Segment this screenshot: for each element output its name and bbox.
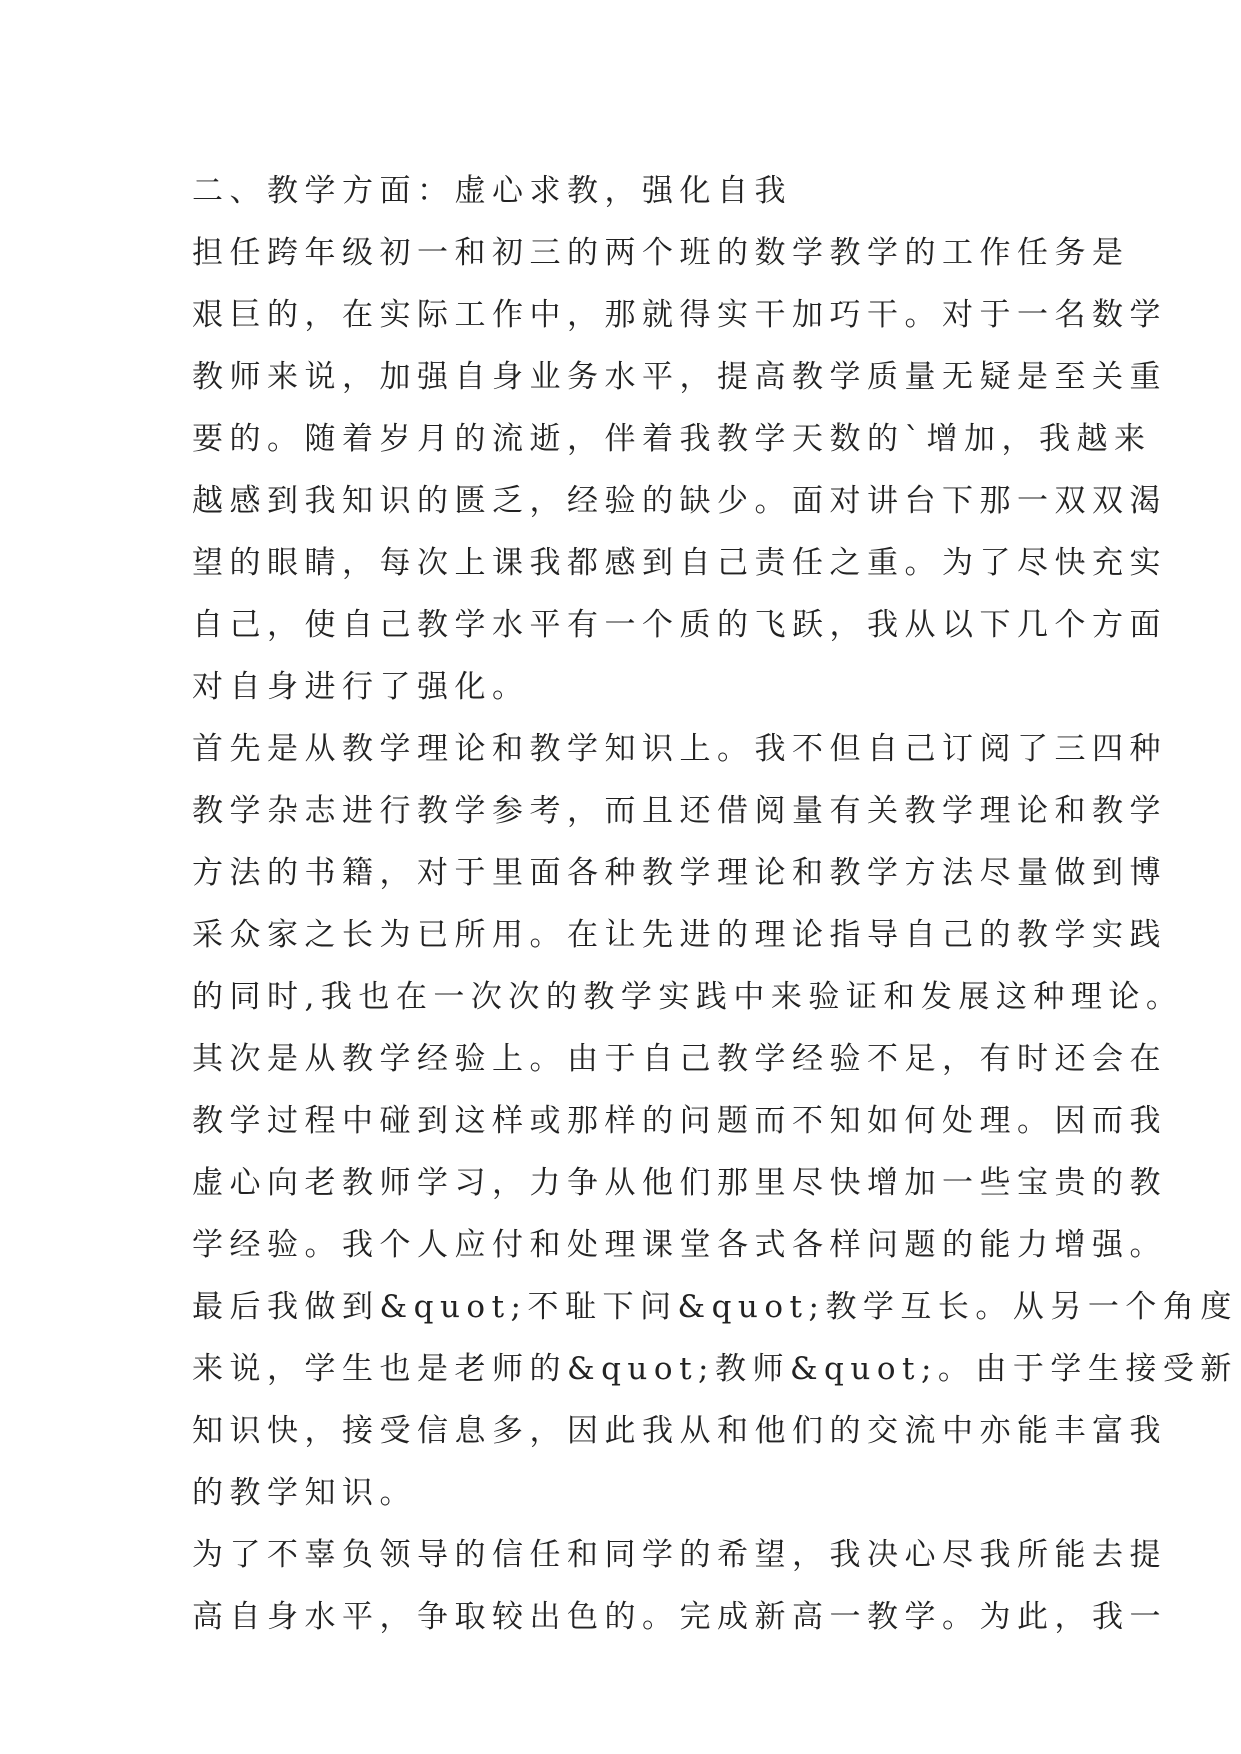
text-line: 自己，使自己教学水平有一个质的飞跃，我从以下几个方面 (192, 607, 1167, 643)
text-line: 教学过程中碰到这样或那样的问题而不知如何处理。因而我 (192, 1103, 1167, 1139)
text-line: 越感到我知识的匮乏，经验的缺少。面对讲台下那一双双渴 (192, 483, 1167, 519)
text-line: 望的眼睛，每次上课我都感到自己责任之重。为了尽快充实 (192, 545, 1167, 581)
text-line: 最后我做到&quot;不耻下问&quot;教学互长。从另一个角度 (192, 1289, 1238, 1325)
text-line: 采众家之长为已所用。在让先进的理论指导自己的教学实践 (192, 917, 1167, 953)
text-line: 教学杂志进行教学参考，而且还借阅量有关教学理论和教学 (192, 793, 1167, 829)
text-line: 虚心向老教师学习，力争从他们那里尽快增加一些宝贵的教 (192, 1165, 1167, 1201)
text-line: 方法的书籍，对于里面各种教学理论和教学方法尽量做到博 (192, 855, 1167, 891)
text-line: 要的。随着岁月的流逝，伴着我教学天数的`增加，我越来 (192, 421, 1152, 457)
text-line: 来说，学生也是老师的&quot;教师&quot;。由于学生接受新 (192, 1351, 1238, 1387)
text-line: 艰巨的，在实际工作中，那就得实干加巧干。对于一名数学 (192, 297, 1167, 333)
text-line: 其次是从教学经验上。由于自己教学经验不足，有时还会在 (192, 1041, 1167, 1077)
text-line: 担任跨年级初一和初三的两个班的数学教学的工作任务是 (192, 235, 1130, 271)
section-heading: 二、教学方面：虚心求教，强化自我 (192, 173, 792, 209)
text-line: 对自身进行了强化。 (192, 669, 530, 705)
text-line: 的教学知识。 (192, 1475, 417, 1511)
text-line: 教师来说，加强自身业务水平，提高教学质量无疑是至关重 (192, 359, 1167, 395)
document-body (192, 160, 1238, 1648)
text-line: 首先是从教学理论和教学知识上。我不但自己订阅了三四种 (192, 731, 1167, 767)
text-line: 的同时,我也在一次次的教学实践中来验证和发展这种理论。 (192, 979, 1184, 1015)
text-line: 知识快，接受信息多，因此我从和他们的交流中亦能丰富我 (192, 1413, 1167, 1449)
text-line: 学经验。我个人应付和处理课堂各式各样问题的能力增强。 (192, 1227, 1167, 1263)
text-line: 为了不辜负领导的信任和同学的希望，我决心尽我所能去提 (192, 1537, 1167, 1573)
text-line: 高自身水平，争取较出色的。完成新高一教学。为此，我一 (192, 1599, 1167, 1635)
